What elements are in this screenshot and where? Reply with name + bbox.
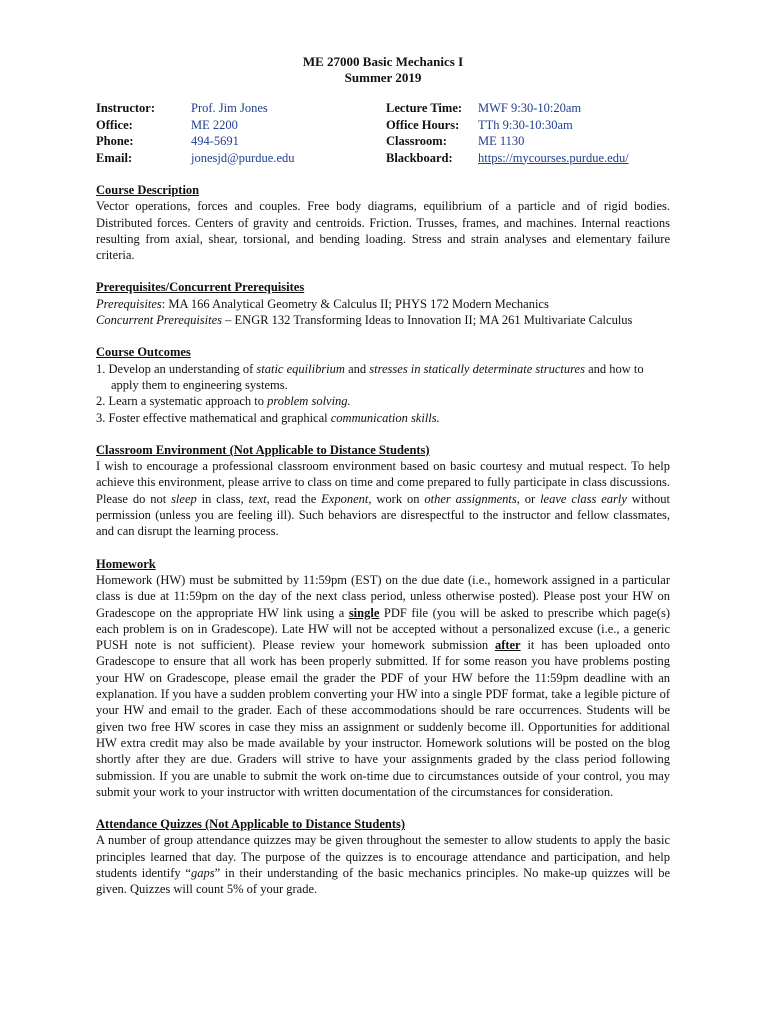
course-info-block xyxy=(96,100,670,172)
classroom-label: Classroom: xyxy=(386,134,447,148)
syllabus-page xyxy=(96,54,670,898)
outcome-item: 1. Develop an understanding of static equilibrium and stresses in statically determinate structures and how to apply them to engineering systems. xyxy=(96,361,644,392)
blackboard-link[interactable]: https://mycourses.purdue.edu/ xyxy=(478,150,629,165)
office-hours-label: Office Hours: xyxy=(386,117,460,132)
course-outcomes-section xyxy=(96,344,670,425)
classroom-environment-heading: Classroom Environment (Not Applicable to Distance Students) xyxy=(96,442,430,457)
email-label: Email: xyxy=(96,150,133,165)
blackboard-label: Blackboard: xyxy=(386,150,453,165)
instructor-label: Instructor: xyxy=(96,101,156,115)
prerequisites-heading: Prerequisites/Concurrent Prerequisites xyxy=(96,280,305,295)
homework-heading: Homework xyxy=(96,556,156,571)
classroom-environment-section xyxy=(96,442,670,540)
classroom-value: ME 1130 xyxy=(478,134,525,148)
email-value: jonesjd@purdue.edu xyxy=(191,150,295,165)
homework-text: Homework (HW) must be submitted by 11:59pm (EST) on the due date (i.e., homework assigned in a particular class is due at 11:59pm on the day of the next class period, unless otherwise posted). Please post your HW on Gradescope on the appropriate HW link using a single PDF file (you will be asked to prescribe which page(s) each problem is on in Gradescope). Late HW will not be accepted without a personalized excuse (i.e., a generic PUSH note is not sufficient). Please review your homework submission after it has been uploaded onto Gradescope to ensure that all work has been properly submitted. If for some reason you have problems posting your HW on Gradescope, please email the grader the PDF of your HW before the 11:59pm deadline with an explanation. If you have a sudden problem converting your HW into a single PDF format, take a legible picture of your HW and email to the grader. Each of these accommodations should be rare occurrences. Students will be given two free HW scores in case they miss an assignment or suddenly become ill. Opportunities for additional HW extra credit may also be made available by your instructor. Homework solutions will be posted on the blog shortly after they are due. Graders will strive to have your assignments graded by the class period following submission. If you are unable to submit the work on-time due to circumstances outside of your control, you may submit your work to your instructor with written documentation of the circumstances for consideration. xyxy=(96,572,671,799)
attendance-quizzes-heading: Attendance Quizzes (Not Applicable to Distance Students) xyxy=(96,817,406,832)
prerequisites-section xyxy=(96,279,670,328)
course-outcomes-heading: Course Outcomes xyxy=(96,345,191,360)
outcome-item: 2. Learn a systematic approach to problem solving. xyxy=(96,394,351,409)
office-hours-value: TTh 9:30-10:30am xyxy=(478,117,573,132)
class-info xyxy=(386,100,629,166)
attendance-quizzes-section xyxy=(96,816,670,897)
outcome-item: 3. Foster effective mathematical and graphical communication skills. xyxy=(96,410,440,425)
lecture-time-label: Lecture Time: xyxy=(386,101,463,115)
course-description-text: Vector operations, forces and couples. Free body diagrams, equilibrium of a particle and of rigid bodies. Distributed forces. Centers of gravity and centroids. Friction. Trusses, frames, and machines. Internal reactions resulting from axial, shear, torsional, and bending loading. Stress and strain analyses and elementary failure criteria. xyxy=(96,199,670,263)
office-label: Office: xyxy=(96,117,133,132)
course-description-section xyxy=(96,182,670,263)
concurrent-prerequisites-text: Concurrent Prerequisites – ENGR 132 Transforming Ideas to Innovation II; MA 261 Multivariate Calculus xyxy=(96,313,633,328)
lecture-time-value: MWF 9:30-10:20am xyxy=(478,101,582,115)
homework-section xyxy=(96,556,670,800)
instructor-value: Prof. Jim Jones xyxy=(191,101,268,115)
classroom-environment-text: I wish to encourage a professional classroom environment based on basic courtesy and mutual respect. To help achieve this environment, please arrive to class on time and come prepared to fully participate in class discussions. Please do not sleep in class, text, read the Exponent, work on other assignments, or leave class early without permission (unless you are feeling ill). Such behaviors are disrespectful to the instructor and fellow classmates, and can disrupt the learning process. xyxy=(96,459,670,539)
course-term: Summer 2019 xyxy=(344,70,422,85)
course-description-heading: Course Description xyxy=(96,183,200,197)
course-title: ME 27000 Basic Mechanics I xyxy=(302,54,464,69)
phone-label: Phone: xyxy=(96,134,134,148)
prerequisites-text: Prerequisites: MA 166 Analytical Geometry & Calculus II; PHYS 172 Modern Mechanics xyxy=(96,296,549,311)
outcomes-list xyxy=(96,361,670,426)
phone-value: 494-5691 xyxy=(191,134,239,148)
attendance-quizzes-text: A number of group attendance quizzes may be given throughout the semester to allow students to apply the basic principles learned that day. The purpose of the quizzes is to encourage attendance and participation, and help students identify “gaps” in their understanding of the basic mechanics principles. No make-up quizzes will be given. Quizzes will count 5% of your grade. xyxy=(96,833,670,897)
office-value: ME 2200 xyxy=(191,117,238,132)
instructor-info xyxy=(96,100,295,166)
